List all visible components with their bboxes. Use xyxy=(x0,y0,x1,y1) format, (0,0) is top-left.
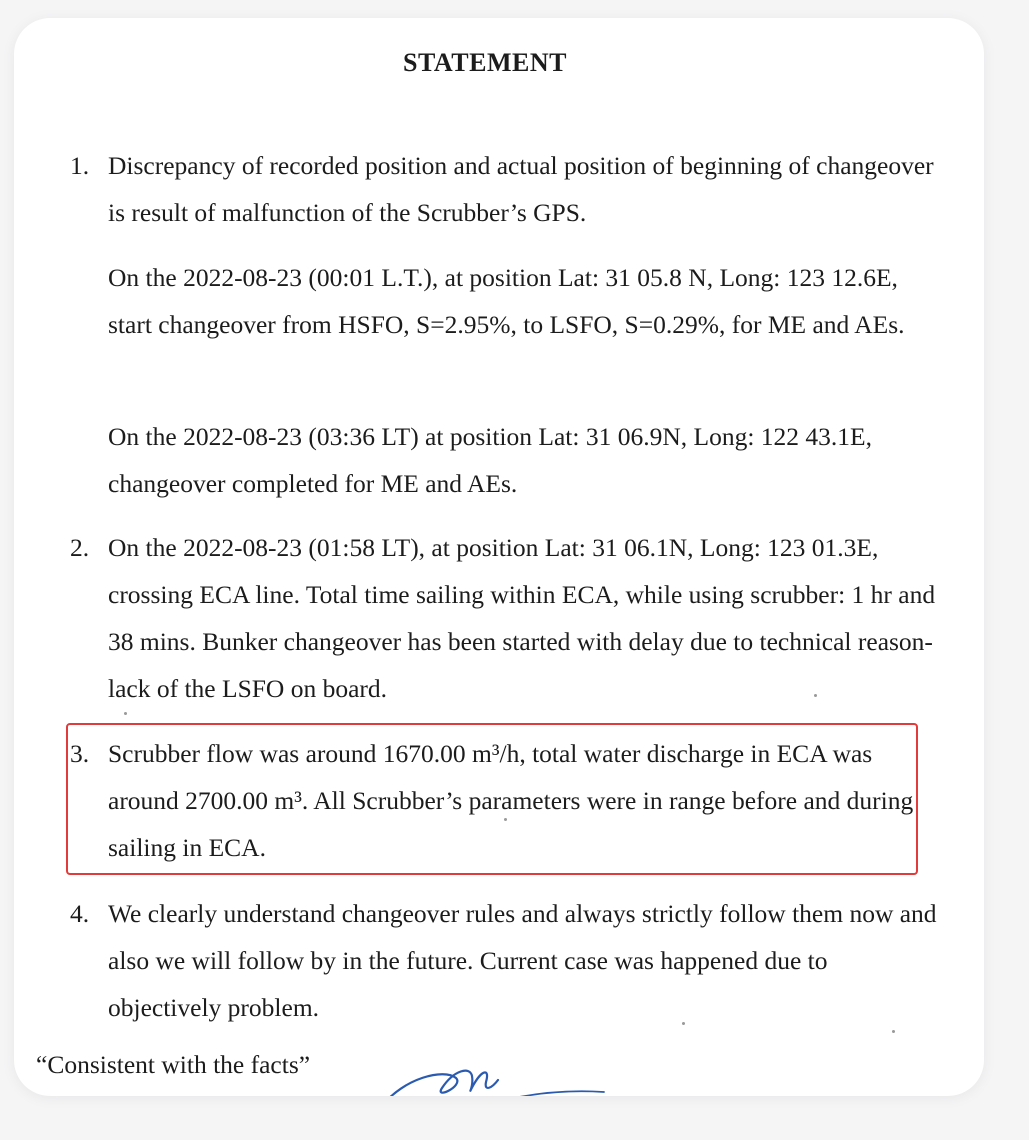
document-card xyxy=(14,18,984,1096)
item-number: 1. xyxy=(70,151,90,180)
paper-speck xyxy=(124,712,127,715)
list-item-4 xyxy=(70,890,940,1031)
item-number: 4. xyxy=(70,899,90,928)
item-text: We clearly understand changeover rules and always strictly follow them now and also we will follow by in the future. Current case was happened due to objectively problem. xyxy=(108,899,937,1022)
paper-speck xyxy=(682,1022,685,1025)
item-text: On the 2022-08-23 (01:58 LT), at position Lat: 31 06.1N, Long: 123 01.3E, crossing ECA line. Total time sailing within ECA, while using scrubber: 1 hr and 38 mins. Bunker changeover has been started with delay due to technical reason- lack of the LSFO on board. xyxy=(108,533,936,703)
paper-speck xyxy=(892,1030,895,1033)
paper-speck xyxy=(814,694,817,697)
list-item-2 xyxy=(70,524,940,712)
list-item-1 xyxy=(70,142,940,236)
list-item-3 xyxy=(70,730,940,871)
sub-paragraph-changeover-start: On the 2022-08-23 (00:01 L.T.), at position Lat: 31 05.8 N, Long: 123 12.6E, start changeover from HSFO, S=2.95%, to LSFO, S=0.29%, for ME and AEs. xyxy=(108,263,905,339)
sub-paragraph-changeover-complete: On the 2022-08-23 (03:36 LT) at position Lat: 31 06.9N, Long: 122 43.1E, changeover completed for ME and AEs. xyxy=(108,422,872,498)
closing-statement: “Consistent with the facts” xyxy=(36,1050,311,1079)
document-title: STATEMENT xyxy=(403,48,567,77)
item-text: Discrepancy of recorded position and actual position of beginning of changeover is result of malfunction of the Scrubber’s GPS. xyxy=(108,151,934,227)
item-number: 3. xyxy=(70,739,90,768)
item-number: 2. xyxy=(70,533,90,562)
signature-image xyxy=(374,1048,614,1096)
item-text: Scrubber flow was around 1670.00 m³/h, total water discharge in ECA was around 2700.00 m³. All Scrubber’s parameters were in range before and during sailing in ECA. xyxy=(108,739,914,862)
paper-speck xyxy=(504,818,507,821)
statement-page xyxy=(14,18,984,1096)
